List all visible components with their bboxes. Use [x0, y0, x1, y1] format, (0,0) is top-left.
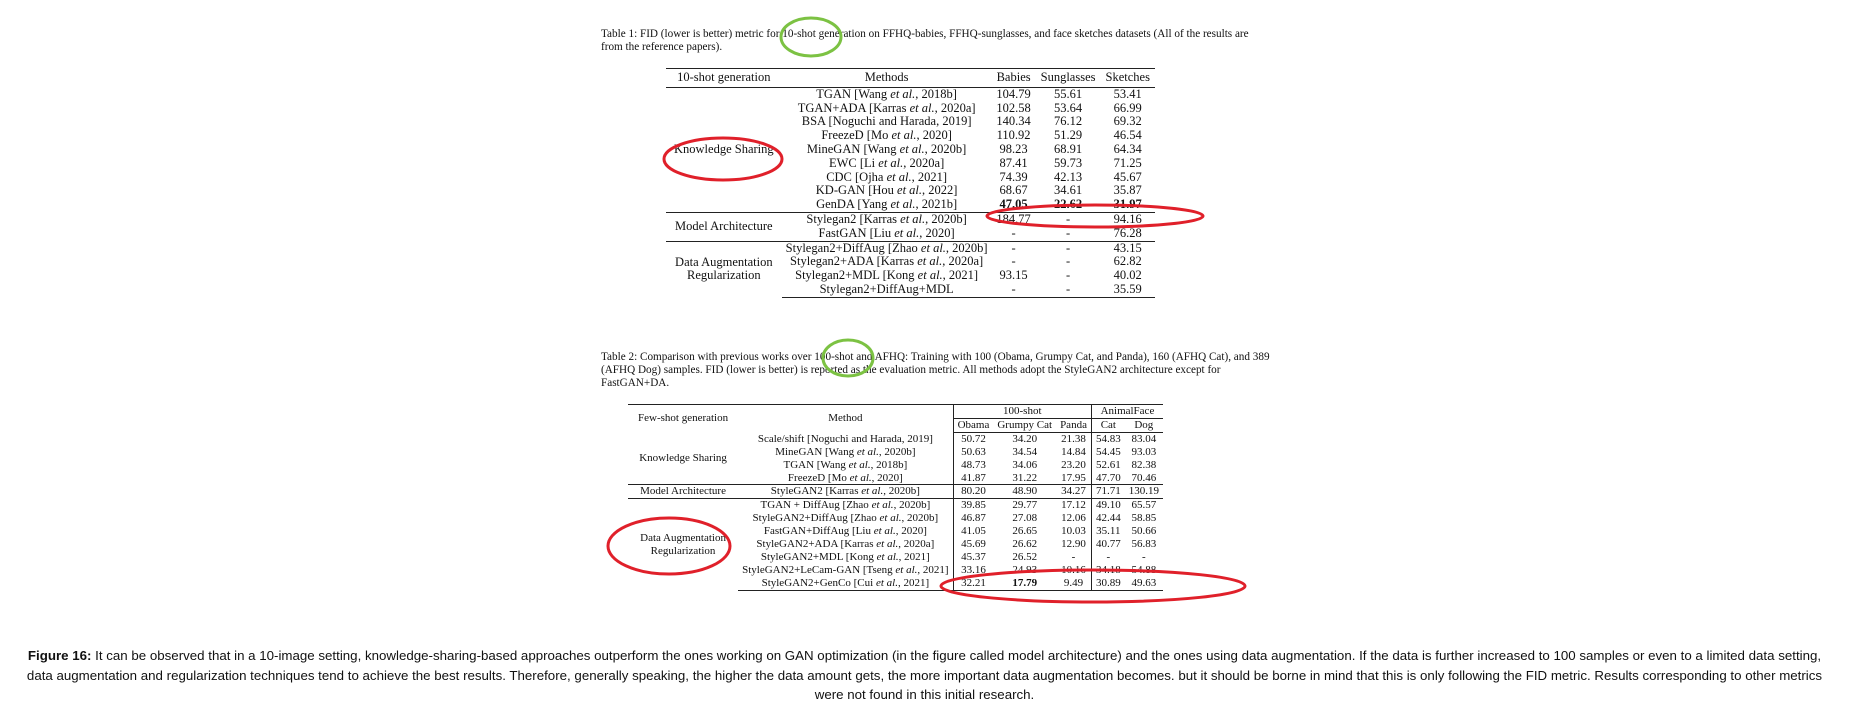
table2-header-animalface: AnimalFace	[1091, 405, 1163, 419]
table1-value	[1101, 198, 1155, 212]
table1-method: Stylegan2+ADA [Karras et al., 2020a]	[790, 254, 984, 269]
table1-best-value: 22.62	[1054, 197, 1083, 212]
table2-method: StyleGAN2+GenCo [Cui et al., 2021]	[738, 577, 953, 590]
table1-method: TGAN+ADA [Karras et al., 2020a]	[797, 100, 976, 115]
table2-value: 34.27	[1056, 485, 1091, 499]
table2-subheader: Obama	[953, 418, 993, 432]
table1-value: 102.58	[996, 100, 1031, 115]
table2-group-label	[628, 485, 738, 499]
table2-header-method: Method	[738, 405, 953, 433]
table2-subheader: Panda	[1056, 418, 1091, 432]
table2-value: 14.84	[1061, 445, 1086, 458]
table2-best-value: 17.79	[1012, 576, 1038, 589]
table1-value: -	[1011, 254, 1016, 269]
table2-header-row-1	[628, 405, 1163, 419]
table1-value: 76.28	[1113, 225, 1142, 240]
table1-value: -	[1065, 225, 1071, 240]
table1-method: TGAN [Wang et al., 2018b]	[816, 86, 957, 101]
table2-value: 58.85	[1131, 512, 1157, 525]
table1-value: 87.41	[999, 155, 1028, 170]
table2-value: 50.66	[1131, 525, 1157, 538]
table2-group-label	[628, 432, 738, 485]
table1-method: FreezeD [Mo et al., 2020]	[821, 128, 952, 143]
table1-value: 62.82	[1113, 254, 1142, 269]
table2-value: 24.93	[1012, 563, 1038, 576]
table1-value: 98.23	[999, 141, 1028, 156]
table2-value: 50.72	[953, 432, 993, 445]
table1-method: Stylegan2+DiffAug [Zhao et al., 2020b]	[782, 241, 992, 255]
table2-group-label-line: Data Augmentation	[640, 531, 726, 544]
table1-method: EWC [Li et al., 2020a]	[828, 155, 945, 170]
table1-value: 53.64	[1054, 100, 1083, 115]
table2-value: 26.62	[1012, 538, 1038, 551]
table2-value: 29.77	[993, 499, 1056, 512]
table1-value: 53.41	[1113, 86, 1142, 101]
table2-value: 56.83	[1131, 538, 1157, 551]
table2-value: 65.57	[1125, 499, 1163, 512]
table1-value: 140.34	[996, 114, 1031, 129]
table1-value: 68.91	[1054, 141, 1083, 156]
table1-group-label	[666, 212, 782, 241]
table1-col-header: Babies	[992, 69, 1036, 88]
table1-value: 43.15	[1101, 241, 1155, 255]
table2-value: 70.46	[1131, 471, 1157, 484]
table1-method: FastGAN [Liu et al., 2020]	[818, 225, 955, 240]
table1-col-header: Sketches	[1101, 69, 1155, 88]
table2-value: 27.08	[1012, 512, 1038, 525]
table1-value: 40.02	[1113, 268, 1142, 283]
table1-value: -	[1011, 225, 1016, 240]
table2-value: 83.04	[1131, 432, 1157, 445]
figure-caption-text: It can be observed that in a 10-image setting, knowledge-sharing-based approaches outperform the ones working on GAN optimization (in the figure called model architecture) and the ones using data augmentation. If the data is further increased to 100 samples or even to a limited data setting, data augmentation and regularization techniques tend to achieve the best results. Therefore, generally speaking, the higher the data amount gets, the more important data augmentation becomes. but it should be borne in mind that this is only following the FID metric. Results corresponding to other metrics were not found in this initial research.	[26, 648, 1823, 702]
table1-method: BSA [Noguchi and Harada, 2019]	[801, 114, 972, 129]
table1-value: 71.25	[1113, 155, 1142, 170]
table1-value: 51.29	[1054, 128, 1083, 143]
table2-method: StyleGAN2+MDL [Kong et al., 2021]	[760, 550, 930, 563]
table2-value: 93.03	[1131, 445, 1157, 458]
table2	[628, 404, 1163, 591]
table2-value: 26.52	[1012, 550, 1038, 563]
table2-value: 50.63	[953, 446, 993, 459]
table1-value: 104.79	[996, 86, 1031, 101]
figure-caption-label: Figure 16:	[27, 648, 92, 663]
table2-value: 49.10	[1091, 499, 1124, 512]
table1-group-label-line: Data Augmentation	[675, 254, 773, 269]
table1-caption: Table 1: FID (lower is better) metric for 10-shot generation on FFHQ-babies, FFHQ-sunglasses, and face sketches datasets (All of the results are from the reference papers).	[601, 28, 1249, 53]
table2-value: 130.19	[1125, 485, 1163, 499]
table2-value: 82.38	[1131, 458, 1157, 471]
table1-group-label-line: Regularization	[687, 268, 761, 283]
table2-value: 9.49	[1056, 577, 1091, 590]
table1-value: 46.54	[1113, 128, 1142, 143]
table2-method: MineGAN [Wang et al., 2020b]	[775, 445, 916, 458]
table1-value: 64.34	[1113, 141, 1142, 156]
table2-value: 42.44	[1091, 512, 1124, 525]
table2-value: -	[1141, 550, 1146, 563]
table2-value: 48.73	[953, 459, 993, 472]
table2-value: -	[1071, 550, 1076, 563]
table2-value: 21.38	[1061, 432, 1086, 445]
table1-col-header: Sunglasses	[1036, 69, 1101, 88]
table2-value: 34.20	[1012, 432, 1038, 445]
table1-method: Stylegan2+DiffAug+MDL	[782, 283, 992, 297]
table1-value: 59.73	[1054, 155, 1083, 170]
table2-row	[628, 432, 1163, 445]
table1-value: 34.61	[1054, 183, 1083, 198]
table1-method: MineGAN [Wang et al., 2020b]	[806, 141, 967, 156]
table1-method: Stylegan2+MDL [Kong et al., 2021]	[795, 268, 979, 283]
table2-subheader: Dog	[1125, 418, 1163, 432]
table2-group-label-line: Regularization	[650, 544, 716, 557]
table2-value	[993, 577, 1056, 590]
table1-value: -	[1065, 254, 1071, 269]
table2-value: 39.85	[953, 499, 993, 512]
table1-value: 68.67	[999, 183, 1028, 198]
table2-value: 54.83	[1091, 432, 1124, 445]
table2-value: 12.90	[1061, 538, 1086, 551]
table2-group-label-line: Knowledge Sharing	[639, 451, 727, 464]
table2-value: 54.88	[1131, 563, 1157, 576]
table2-method: StyleGAN2+LeCam-GAN [Tseng et al., 2021]	[742, 563, 949, 576]
table2-value: 17.95	[1061, 471, 1086, 484]
table1-value: -	[1065, 268, 1071, 283]
table2-value: 54.45	[1091, 446, 1124, 459]
table2-value: 30.89	[1091, 577, 1124, 590]
table2-value: 47.70	[1091, 472, 1124, 485]
table2-row	[628, 485, 1163, 499]
table1-value: 66.99	[1113, 100, 1142, 115]
table2-row	[628, 499, 1163, 512]
table2-value: 45.69	[953, 538, 993, 551]
table2-value: 33.16	[953, 564, 993, 577]
table1-value: 74.39	[999, 169, 1028, 184]
table1-value: 94.16	[1101, 212, 1155, 226]
table1-value	[1036, 198, 1101, 212]
table2-value: 71.71	[1091, 485, 1124, 499]
table2-method: FreezeD [Mo et al., 2020]	[787, 471, 903, 484]
table2-value: 80.20	[953, 485, 993, 499]
table2-value: 10.16	[1061, 563, 1086, 576]
table1-value: 93.15	[999, 268, 1028, 283]
table1-method: GenDA [Yang et al., 2021b]	[816, 197, 958, 212]
table2-value: 46.87	[953, 512, 993, 525]
table2-method: StyleGAN2+ADA [Karras et al., 2020a]	[756, 538, 935, 551]
table2-value: 41.05	[953, 525, 993, 538]
table1-row	[666, 212, 1155, 226]
table2-header-100shot: 100-shot	[953, 405, 1091, 419]
table1-value: -	[992, 283, 1036, 297]
table1-group-label	[666, 87, 782, 212]
table2-subheader: Cat	[1091, 418, 1124, 432]
table1-group-label-line: Model Architecture	[675, 218, 773, 233]
table2-value: 52.61	[1091, 459, 1124, 472]
table2-method: TGAN + DiffAug [Zhao et al., 2020b]	[738, 499, 953, 512]
table1-value: -	[1036, 283, 1101, 297]
table2-value: 32.21	[953, 577, 993, 590]
table2-header-few-shot: Few-shot generation	[628, 405, 738, 433]
table1-method: Stylegan2 [Karras et al., 2020b]	[782, 212, 992, 226]
table2-value: 23.20	[1061, 458, 1086, 471]
table1-header-row	[666, 69, 1155, 88]
table2-subheader: Grumpy Cat	[993, 418, 1056, 432]
table1-value: 69.32	[1113, 114, 1142, 129]
table1-value: 76.12	[1054, 114, 1083, 129]
table2-value: 10.03	[1061, 525, 1086, 538]
table2-value: 34.18	[1091, 564, 1124, 577]
table2-value: -	[1091, 551, 1124, 564]
table2-method: StyleGAN2 [Karras et al., 2020b]	[738, 485, 953, 499]
table2-value: 49.63	[1125, 577, 1163, 590]
table1-value: 35.87	[1113, 183, 1142, 198]
table1-value: -	[992, 241, 1036, 255]
table2-method: FastGAN+DiffAug [Liu et al., 2020]	[763, 525, 927, 538]
table2-caption: Table 2: Comparison with previous works over 100-shot and AFHQ: Training with 100 (Obama, Grumpy Cat, and Panda), 160 (AFHQ Cat), and 389 (AFHQ Dog) samples. FID (lower is better) is reported as the evaluation metric. All methods adopt the StyleGAN2 architecture except for FastGAN+DA.	[601, 351, 1270, 389]
table1	[666, 68, 1155, 298]
table2-value: 34.54	[1012, 445, 1038, 458]
table1-value: -	[1036, 212, 1101, 226]
table1-value: 45.67	[1113, 169, 1142, 184]
table1-value: 55.61	[1054, 86, 1083, 101]
table2-value: 41.87	[953, 472, 993, 485]
table1-method: CDC [Ojha et al., 2021]	[826, 169, 948, 184]
table2-value: 31.22	[1012, 471, 1038, 484]
table1-best-value: 47.05	[999, 197, 1028, 212]
table2-group-label	[628, 499, 738, 590]
table1-value: 184.77	[992, 212, 1036, 226]
table1-value: 110.92	[996, 128, 1031, 143]
table1-col-header: Methods	[782, 69, 992, 88]
table1-best-value: 31.97	[1113, 197, 1142, 212]
table2-method: StyleGAN2+DiffAug [Zhao et al., 2020b]	[752, 512, 939, 525]
table2-value: 17.12	[1056, 499, 1091, 512]
table2-value: 35.11	[1091, 525, 1124, 538]
table1-value: -	[1036, 241, 1101, 255]
table1-row	[666, 241, 1155, 255]
table2-value: 34.06	[1012, 458, 1038, 471]
table2-method: Scale/shift [Noguchi and Harada, 2019]	[757, 432, 933, 445]
table2-group-label-line: Model Architecture	[640, 485, 726, 498]
table1-method: KD-GAN [Hou et al., 2022]	[815, 183, 958, 198]
table2-method: TGAN [Wang et al., 2018b]	[783, 458, 908, 471]
table2-value: 45.37	[953, 551, 993, 564]
table1-value: 35.59	[1101, 283, 1155, 297]
table1-value: 42.13	[1054, 169, 1083, 184]
table2-value: 48.90	[993, 485, 1056, 499]
table2-value: 12.06	[1061, 512, 1086, 525]
table1-value	[992, 198, 1036, 212]
table1-group-label-line: Knowledge Sharing	[674, 141, 774, 156]
table2-value: 40.77	[1091, 538, 1124, 551]
table1-group-label	[666, 241, 782, 297]
table1-col-header: 10-shot generation	[666, 69, 782, 88]
figure-caption	[24, 646, 1825, 705]
table1-row	[666, 87, 1155, 101]
table2-value: 26.65	[1012, 525, 1038, 538]
